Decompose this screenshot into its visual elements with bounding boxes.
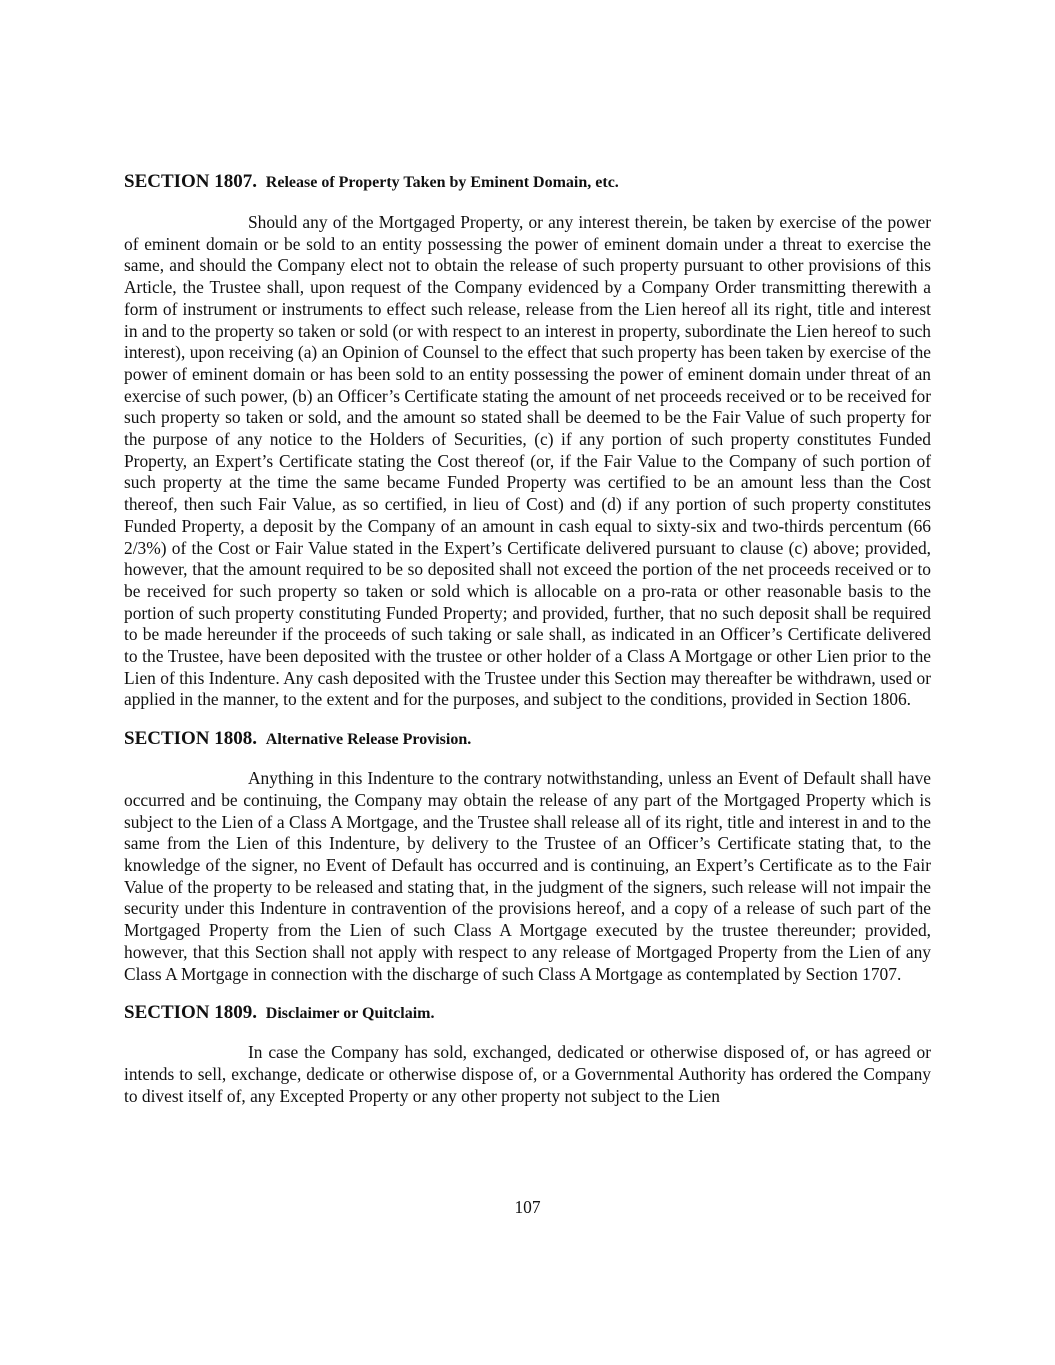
section-1808-number: SECTION 1808.: [124, 728, 258, 750]
document-page: [124, 170, 931, 1107]
section-1808-title: Alternative Release Provision.: [265, 731, 472, 749]
page-number: 107: [514, 1197, 541, 1217]
section-1808-heading: [124, 727, 931, 752]
section-1807-body: Should any of the Mortgaged Property, or any interest therein, be taken by exercise of the power of eminent domain or be sold to an entity possessing the power of eminent domain under a threat to exercise the same, and should the Company elect not to obtain the release of such property pursuant to other provisions of this Article, the Trustee shall, upon request of the Company evidenced by a Company Order transmitting therewith a form of instrument or instruments to effect such release, release from the Lien hereof all its right, title and interest in and to the property so taken or sold (or with respect to an interest in property, subordinate the Lien hereof to such interest), upon receiving (a) an Opinion of Counsel to the effect that such property has been taken by exercise of the power of eminent domain or has been sold to an entity possessing the power of eminent domain under threat of an exercise of such power, (b) an Officer’s Certificate stating the amount of net proceeds received or to be received for such property so taken or sold, and the amount so stated shall be deemed to be the Fair Value of such property for the purpose of any notice to the Holders of Securities, (c) if any portion of such property constitutes Funded Property, an Expert’s Certificate stating the Cost thereof (or, if the Fair Value to the Company of such portion of such property at the time the same became Funded Property was certified to be an amount less than the Cost thereof, then such Fair Value, as so certified, in lieu of Cost) and (d) if any portion of such property constitutes Funded Property, a deposit by the Company of an amount in cash equal to sixty-six and two-thirds percentum (66 2/3%) of the Cost or Fair Value stated in the Expert’s Certificate delivered pursuant to clause (c) above; provided, however, that the amount required to be so deposited shall not exceed the portion of the net proceeds received or to be received for such property so taken or sold which is allocable on a pro-rata or other reasonable basis to the portion of such property constituting Funded Property; and provided, further, that no such deposit shall be required to be made hereunder if the proceeds of such taking or sale shall, as indicated in an Officer’s Certificate delivered to the Trustee, have been deposited with the trustee or other holder of a Class A Mortgage or other Lien prior to the Lien of this Indenture. Any cash deposited with the Trustee under this Section may thereafter be withdrawn, used or applied in the manner, to the extent and for the purposes, and subject to the conditions, provided in Section 1806.: [124, 212, 931, 710]
section-1808-body: Anything in this Indenture to the contrary notwithstanding, unless an Event of Default shall have occurred and be continuing, the Company may obtain the release of any part of the Mortgaged Property which is subject to the Lien of a Class A Mortgage, and the Trustee shall release all of its right, title and interest in and to the same from the Lien of this Indenture, by delivery to the Trustee of an Officer’s Certificate stating that, to the knowledge of the signer, no Event of Default has occurred and is continuing, an Expert’s Certificate as to the Fair Value of the property to be released and stating that, in the judgment of the signers, such release will not impair the security under this Indenture in contravention of the provisions hereof, and a copy of a release of such part of the Mortgaged Property from the Lien of such Class A Mortgage executed by the trustee thereunder; provided, however, that this Section shall not apply with respect to any release of Mortgaged Property from the Lien of any Class A Mortgage in connection with the discharge of such Class A Mortgage as contemplated by Section 1707.: [124, 768, 931, 984]
section-1809-title: Disclaimer or Quitclaim.: [265, 1005, 435, 1023]
section-1809-body: In case the Company has sold, exchanged, dedicated or otherwise disposed of, or has agreed or intends to sell, exchange, dedicate or otherwise dispose of, or a Governmental Authority has ordered the Company to divest itself of, any Excepted Property or any other property not subject to the Lien: [124, 1042, 931, 1106]
section-1809-number: SECTION 1809.: [124, 1002, 258, 1024]
section-1807-number: SECTION 1807.: [124, 171, 258, 192]
section-1807-heading: [124, 170, 931, 195]
section-1807-title: Release of Property Taken by Eminent Domain, etc.: [265, 174, 619, 191]
section-1809-heading: [124, 1001, 931, 1026]
